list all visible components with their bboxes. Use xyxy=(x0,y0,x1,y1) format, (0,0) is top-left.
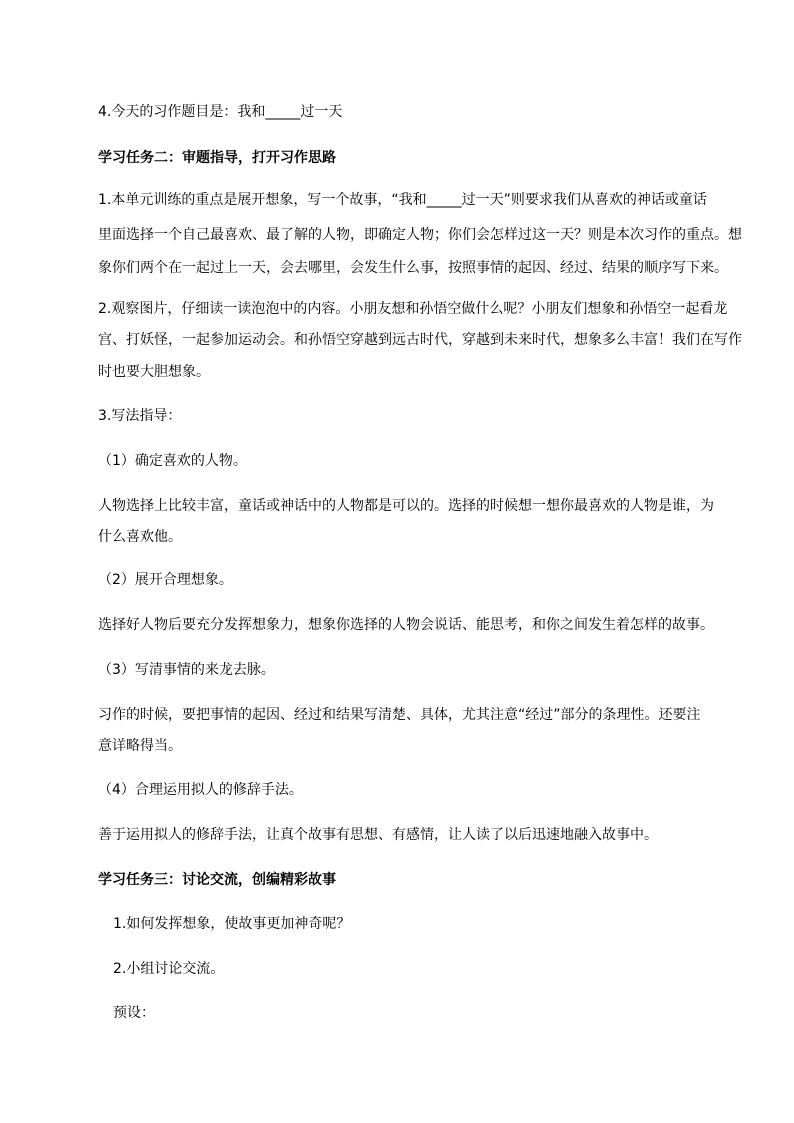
paragraph-1-line-3: 象你们两个在一起过上一天，会去哪里，会发生什么事，按照事情的起因、经过、结果的顺序写下来。 xyxy=(98,260,728,276)
heading-task-three: 学习任务三：讨论交流，创编精彩故事 xyxy=(98,872,336,888)
guide-item-1: （1）确定喜欢的人物。 xyxy=(98,453,247,469)
guide-item-3-text-line-1: 习作的时候，要把事情的起因、经过和结果写清楚、具体，尤其注意“经过”部分的条理性。还要注 xyxy=(98,707,701,723)
paragraph-2-line-2: 宫、打妖怪，一起参加运动会。和孙悟空穿越到远古时代，穿越到未来时代，想象多么丰富！我们在写作 xyxy=(98,332,742,348)
guide-item-3-text-line-2: 意详略得当。 xyxy=(98,738,182,754)
heading-task-two: 学习任务二：审题指导，打开习作思路 xyxy=(98,150,336,166)
assignment-title-line: 4.今天的习作题目是：我和_____过一天 xyxy=(98,104,343,120)
guide-item-4-text: 善于运用拟人的修辞手法，让真个故事有思想、有感情，让人读了以后迅速地融入故事中。 xyxy=(98,827,658,843)
question-1: 1.如何发挥想象，使故事更加神奇呢？ xyxy=(113,916,351,932)
guide-item-2-text: 选择好人物后要充分发挥想象力，想象你选择的人物会说话、能思考，和你之间发生着怎样的故事。 xyxy=(98,617,714,633)
paragraph-1-line-2: 里面选择一个自己最喜欢、最了解的人物，即确定人物；你们会怎样过这一天？则是本次习作的重点。想 xyxy=(98,227,742,243)
writing-guide-heading: 3.写法指导： xyxy=(98,408,182,424)
guide-item-4: （4）合理运用拟人的修辞手法。 xyxy=(98,782,303,798)
guide-item-1-text-line-2: 什么喜欢他。 xyxy=(98,529,182,545)
guide-item-3: （3）写清事情的来龙去脉。 xyxy=(98,662,275,678)
guide-item-2: （2）展开合理想象。 xyxy=(98,572,233,588)
paragraph-2-line-3: 时也要大胆想象。 xyxy=(98,364,210,380)
question-2: 2.小组讨论交流。 xyxy=(113,961,225,977)
guide-item-1-text-line-1: 人物选择上比较丰富，童话或神话中的人物都是可以的。选择的时候想一想你最喜欢的人物是谁，为 xyxy=(98,498,714,514)
paragraph-1-line-1: 1.本单元训练的重点是展开想象，写一个故事，“我和_____过一天”则要求我们从喜欢的神话或童话 xyxy=(98,192,707,208)
preset-label: 预设： xyxy=(113,1005,155,1021)
paragraph-2-line-1: 2.观察图片，仔细读一读泡泡中的内容。小朋友想和孙悟空做什么呢？小朋友们想象和孙悟空一起看龙 xyxy=(98,301,728,317)
